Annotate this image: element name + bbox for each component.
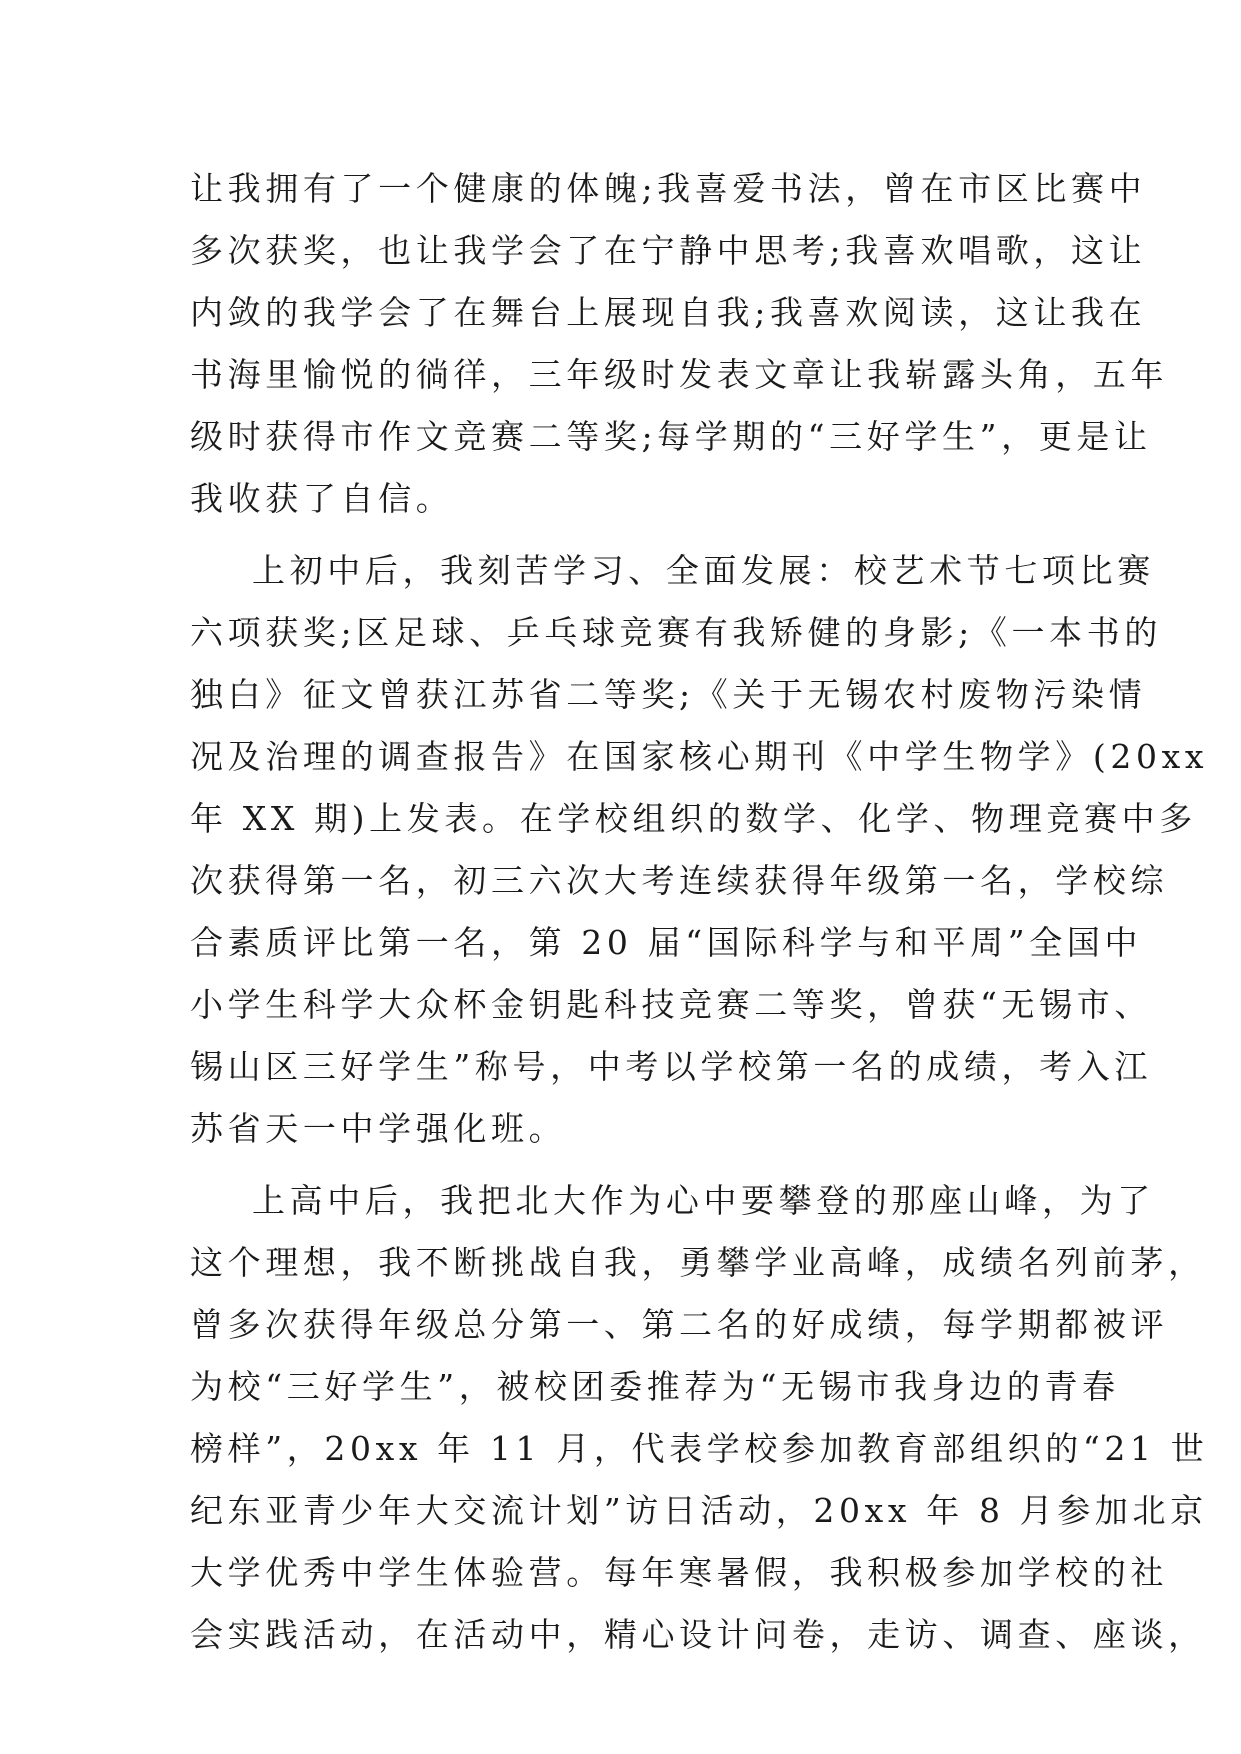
text-line: 曾多次获得年级总分第一、第二名的好成绩，每学期都被评 [190, 1305, 1169, 1344]
text-line: 让我拥有了一个健康的体魄;我喜爱书法，曾在市区比赛中 [190, 169, 1147, 208]
text-line: 大学优秀中学生体验营。每年寒暑假，我积极参加学校的社 [190, 1553, 1169, 1592]
paragraph-spacer [190, 530, 1080, 540]
text-line: 小学生科学大众杯金钥匙科技竞赛二等奖，曾获“无锡市、 [190, 985, 1152, 1024]
paragraph-1 [190, 158, 1169, 530]
text-line: 纪东亚青少年大交流计划”访日活动，20xx 年 8 月参加北京 [190, 1491, 1208, 1530]
paragraph-2 [190, 540, 1209, 1160]
text-line: 级时获得市作文竞赛二等奖;每学期的“三好学生”，更是让 [190, 417, 1152, 456]
text-line: 合素质评比第一名，第 20 届“国际科学与和平周”全国中 [190, 923, 1143, 962]
paragraph-3 [190, 1170, 1209, 1666]
text-line: 六项获奖;区足球、乒乓球竞赛有我矫健的身影;《一本书的 [190, 613, 1162, 652]
text-line: 我收获了自信。 [190, 479, 454, 518]
text-line: 锡山区三好学生”称号，中考以学校第一名的成绩，考入江 [190, 1047, 1152, 1086]
paragraph-spacer [190, 1160, 1080, 1170]
text-line: 这个理想，我不断挑战自我，勇攀学业高峰，成绩名列前茅， [190, 1243, 1206, 1282]
text-line: 为校“三好学生”，被校团委推荐为“无锡市我身边的青春 [190, 1367, 1120, 1406]
text-line: 内敛的我学会了在舞台上展现自我;我喜欢阅读，这让我在 [190, 293, 1147, 332]
text-line: 次获得第一名，初三六次大考连续获得年级第一名，学校综 [190, 861, 1169, 900]
text-line: 书海里愉悦的徜徉，三年级时发表文章让我崭露头角，五年 [190, 355, 1169, 394]
text-line: 况及治理的调查报告》在国家核心期刊《中学生物学》(20xx [190, 737, 1209, 776]
text-line: 多次获奖，也让我学会了在宁静中思考;我喜欢唱歌，这让 [190, 231, 1147, 270]
text-line: 榜样”，20xx 年 11 月，代表学校参加教育部组织的“21 世 [190, 1429, 1209, 1468]
text-line: 独白》征文曾获江苏省二等奖;《关于无锡农村废物污染情 [190, 675, 1147, 714]
body-text [190, 158, 1209, 1666]
text-line: 年 XX 期)上发表。在学校组织的数学、化学、物理竞赛中多 [190, 799, 1197, 838]
text-line: 苏省天一中学强化班。 [190, 1109, 567, 1148]
text-line: 上高中后，我把北大作为心中要攀登的那座山峰，为了 [252, 1181, 1155, 1220]
text-line: 上初中后，我刻苦学习、全面发展：校艺术节七项比赛 [252, 551, 1155, 590]
text-line: 会实践活动，在活动中，精心设计问卷，走访、调查、座谈， [190, 1615, 1206, 1654]
